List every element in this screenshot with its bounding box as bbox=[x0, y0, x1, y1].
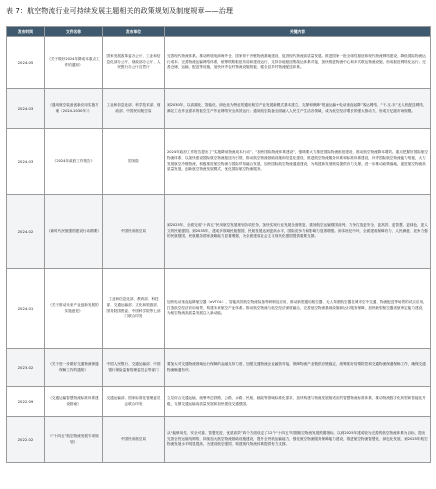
table-row bbox=[7, 89, 431, 129]
cell-unit: 国务院 bbox=[103, 129, 165, 195]
table-row bbox=[7, 349, 431, 387]
table-row bbox=[7, 269, 431, 349]
cell-unit: 工业和信息化部、科学技术部、财政部、中国民用航空局 bbox=[103, 89, 165, 129]
cell-file: 《关于进一步做好交通物流保通保畅工作的通知》 bbox=[45, 349, 103, 387]
table-title: 表 7：航空物流行业可持续发展主题相关的政策规划及制度规章——治理 bbox=[6, 7, 233, 15]
header-file: 文件名称 bbox=[45, 27, 103, 37]
table-row bbox=[7, 417, 431, 463]
cell-content: 要加大对交通物流领域运行保障的金融支持力度，加强交通物流企业融资对接，保障物流产业链供应链稳定，统筹抓好疫情防控和交通物流保通保畅工作，确保交通物流畅通有序。 bbox=[165, 349, 431, 387]
cell-unit: 国家发展改革委办公厅、工业和信息化部办公厅、财政部办公厅、人民银行办公厅自然厅 bbox=[103, 37, 165, 89]
cell-content: 到2030年，以高端化、智能化、绿色化为特征的通用航空产业发展新模式基本建立，支撑和保障“短途运输+电动垂直起降”客运网络、“干-支-末”无人机配送网络，满足工农作业需求的低空生产作业网络安全高效运行；通用航空装备全面融入人民生产生活各领域，成为低空经济增长的强大推动力，形成万亿级市场规模。 bbox=[165, 89, 431, 129]
cell-file: 《关于做好2024年降成本重点工作的通知》 bbox=[45, 37, 103, 89]
cell-date: 2024.03 bbox=[7, 89, 45, 129]
policy-table bbox=[6, 26, 431, 463]
header-content: 关键内容 bbox=[165, 27, 431, 37]
cell-date: 2023.02 bbox=[7, 349, 45, 387]
cell-file: 《“十四五”航空物流发展专项规划》 bbox=[45, 417, 103, 463]
cell-file: 《通用航空装备创新应用实施方案（2024-2030年）》 bbox=[45, 89, 103, 129]
header-unit: 发布单位 bbox=[103, 27, 165, 37]
table-row bbox=[7, 387, 431, 417]
cell-content: 加快电动垂直起降航空器（eVTOL）、智能高效航空物流装备等研制及应用，推动新型通用航空器、无人驾驶航空器在城市空中交通、物流配送等场景的试点应用，打造低空经济应用场景，构建未来航空产业体系。推动航空物流与低空经济深度融合，完善低空物流基础设施和运行服务保障，加快新型航空器适航审定能力建设，为航空物流高质量发展注入新动能。 bbox=[165, 269, 431, 349]
cell-file: 《关于推动未来产业创新发展的实施意见》 bbox=[45, 269, 103, 349]
cell-date: 2022.09 bbox=[7, 387, 45, 417]
cell-date: 2024.02 bbox=[7, 195, 45, 269]
cell-content: 立足综合交通运输，统筹考虑铁路、公路、水路、民航、邮政等领域标准化需求，加快构建与物流发展相适应的智慧物流标准体系，推动物流数字化转型和智能化升级，支撑交通运输高质量发展和加快建设交通强国。 bbox=[165, 387, 431, 417]
cell-unit: 中国民用航空局 bbox=[103, 195, 165, 269]
cell-content: 从“能够用先、安全可靠、智慧先进、优质高效”四个方面设定了12个“十四五”时期航空物流发展预期指标，以到2025年建成较为完善的航空物流体系为目标，提出完善全货运航线网络，持续加大航空物流基础设施建设，提升全货机运输能力，强化航空物流服务保障能力建设，推进航空物流智慧化、绿色化发展，到2025年航空物流发展水平明显提高，为建设航空强国、构建现代物流体系提供有力支撑。 bbox=[165, 417, 431, 463]
cell-date: 2024.05 bbox=[7, 37, 45, 89]
cell-unit: 工业和信息化部、教育部、科技部、交通运输部、文化和旅游部、国务院国资委、中国科学院等七部门联合印发 bbox=[103, 269, 165, 349]
cell-unit: 交通运输部、国家标准化管理委员会联合印发 bbox=[103, 387, 165, 417]
cell-date: 2024.01 bbox=[7, 269, 45, 349]
cell-content: 到2025年，全面完成“十四五”民用航空发展规划各项任务，加快实现行业发展全面恢复，重回航空运输强国前列；力争打造更安全、更高效、更智慧、更绿色、更人文的民航强国。到2035年，建成多领域民航强国，民航发展达到更高水平，国际竞争力和影响力显著增强。到本世纪中叶，全面建成保障有力、人民满意、竞争力强的民航强国，民航服务国家战略能力显著增强，为全面建成社会主义现代化强国提供重要支撑。 bbox=[165, 195, 431, 269]
cell-file: 《交通运输智慧物流标准体系建设指南》 bbox=[45, 387, 103, 417]
cell-unit: 中国民用航空局 bbox=[103, 417, 165, 463]
table-row bbox=[7, 129, 431, 195]
table-header-row bbox=[7, 27, 431, 37]
cell-date: 2022.02 bbox=[7, 417, 45, 463]
cell-date: 2024.03 bbox=[7, 129, 45, 195]
cell-content: 2024年政府工作报告提出了“实施降低物流成本行动”，“加快国际物流体系建设”，强调要大力推进国际物流枢纽建设，推动航空物流降本增效。重点把握好国际航空物流体系，以加快建设国际航空物流枢纽为引领，推动航空物流基础设施和信息化建设，推进航空物流服务体系和标准体系建设，补齐国际航空物流能力短板，大力发展航空冷链物流，积极推进航空物流与国际贸易融合发展，加快国际航空物流通道建设，为构建新发展格局提供有力支撑。进一步推动政策落地，促进航空物流高质量发展，创新航空物流发展模式，优化国际航空物流服务。 bbox=[165, 129, 431, 195]
header-date: 发布时间 bbox=[7, 27, 45, 37]
table-row bbox=[7, 37, 431, 89]
cell-file: 《2024年政府工作报告》 bbox=[45, 129, 103, 195]
table-row bbox=[7, 195, 431, 269]
cell-unit: 中国人民银行、交通运输部、中国银行保险监督管理委员会等部门 bbox=[103, 349, 165, 387]
cell-content: 完善现代物流体系。推动跨境电商海外仓、国家骨干冷链物流基地建设，促进现代物流高质量发展。推进国家一批全球性枢纽和现代物流网络建设，降低国际物流运行成本；完善物流运输网络体系，统筹铁路枢纽布局和建设运行，支持各地枢纽集疏运体系对接，加快推进物流中心和多式联运物流设施，形成枢纽网络化运行；完善仓储、运输、配送等设施，加快补齐农村物流设施短板，健全县乡村物流配送体系。 bbox=[165, 37, 431, 89]
cell-file: 《新时代民航强国建设行动纲要》 bbox=[45, 195, 103, 269]
